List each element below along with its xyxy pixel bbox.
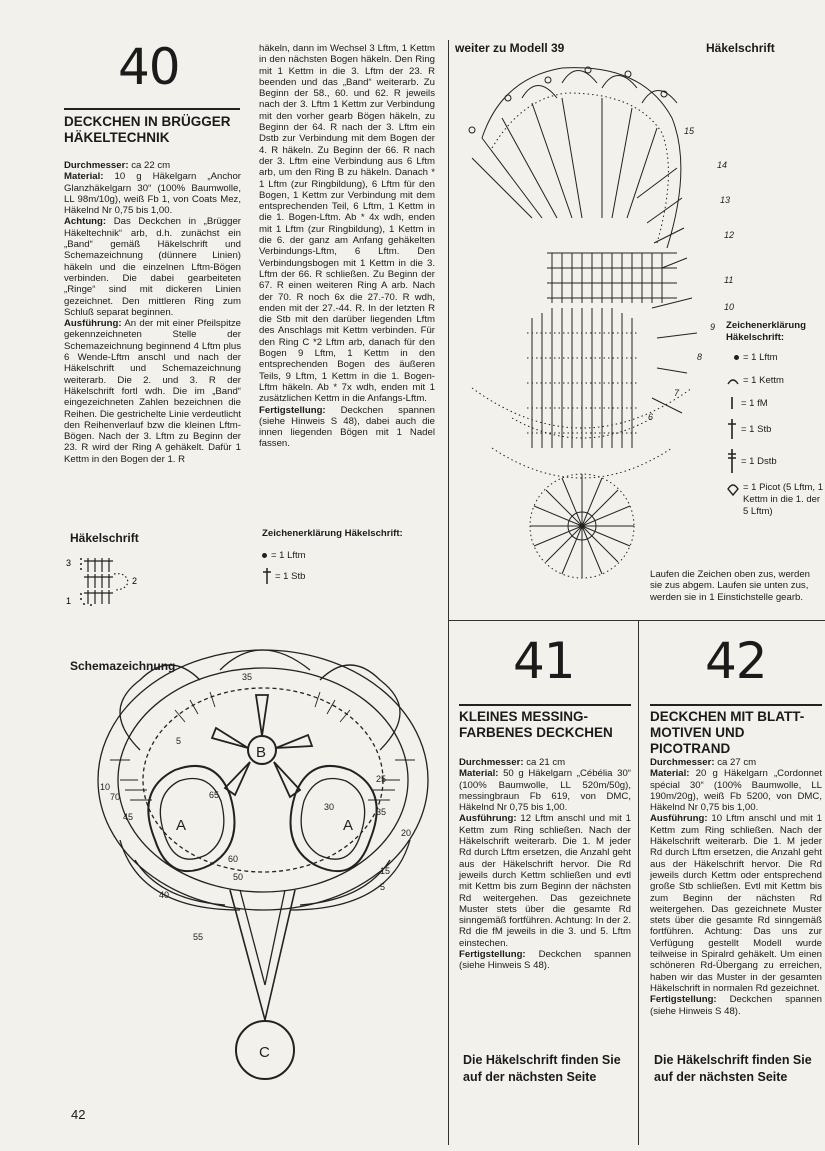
legend-text: = 1 Dstb	[741, 455, 777, 467]
row-number: 3	[66, 558, 72, 568]
label: Material:	[459, 768, 499, 780]
legend-row	[726, 448, 824, 474]
model-39-legend	[726, 320, 824, 518]
ring-label: C	[259, 1044, 270, 1061]
model-39-continuation-heading: weiter zu Modell 39	[455, 41, 565, 55]
row-number: 20	[401, 828, 412, 838]
value: 50 g Häkelgarn „Cébélia 30“ (100% Baumwolle, LL 520m/50g), messingbraun Fb 619, von DMC, Häkelnd Nr 0,75 bis 1,00.	[459, 768, 631, 814]
legend-row	[726, 352, 824, 363]
row-number: 35	[242, 672, 253, 682]
model-40-number: 40	[118, 38, 180, 96]
haekelschrift-heading: Häkelschrift	[70, 531, 139, 545]
value: 20 g Häkelgarn „Cordonnet spécial 30“ (100% Baumwolle, LL 190m/20g), weiß Fb 5200, von DMC, Häkelnd Nr 0,75 bis 1,00.	[650, 768, 822, 814]
legend-row	[726, 396, 824, 410]
value: 10 g Häkelgarn „Anchor Glanzhäkelgarn 30“ (100% Baumwolle, LL 98m/10g), weiß Fb 1, von Coats Mez, Häkelnd Nr 0,75 bis 1,00.	[64, 171, 241, 217]
chart-row-label: 14	[717, 160, 728, 170]
model-40-legend	[262, 528, 437, 585]
ring-label: A	[176, 817, 187, 834]
row-number: 70	[110, 792, 121, 802]
legend-row	[262, 567, 437, 585]
chart-row-label: 8	[697, 352, 703, 362]
row-number: 35	[376, 807, 387, 817]
row-number: 2	[132, 576, 138, 586]
label: Achtung:	[64, 216, 107, 228]
column-divider	[448, 40, 449, 1145]
row-number: 5	[176, 736, 182, 746]
slip-stitch-icon	[726, 377, 740, 385]
value: ca 21 cm	[523, 757, 566, 768]
value: 10 Lftm anschl und mit 1 Kettm zum Ring schließen. Nach der Häkelschrift weiterarb. Die 1. M jeder Rd durch Lftm ersetzen, die Anzahl geht aus der Häkelschrift hervor. Die Rd jeweils durch Kettm oder entsprechend große Stb schließen. Evtl mit Kettm bis zum Beginn der nächsten Rd weitergehen. Das gezeichnete Muster stets über die gesamte Rd sinngemäß fortführen. Achtung: Das uns zur Verfügung gestellt Modell wurde teilweise in Spiralrd gehäkelt. Um einen schöneren Rd-Übergang zu erreichen, haben wir das Muster in der gesamten Häkelschrift in normalen Rd gezeichnet.	[650, 813, 822, 994]
model-41-closing-note: Die Häkelschrift finden Sie auf der nächsten Seite	[463, 1053, 621, 1084]
row-number: 40	[159, 890, 170, 900]
legend-text: = 1 Lftm	[743, 352, 778, 363]
row-number: 25	[376, 774, 387, 784]
picot-icon	[726, 484, 740, 496]
row-number: 1	[66, 596, 72, 606]
row-number: 10	[100, 782, 111, 792]
legend-text: = 1 fM	[741, 397, 768, 409]
label: Fertigstellung:	[650, 994, 717, 1006]
model-41-title: KLEINES MESSING-FARBENES DECKCHEN	[459, 709, 613, 740]
label: Fertigstellung:	[459, 949, 526, 961]
model-40-text-col2	[259, 43, 435, 450]
value: ca 27 cm	[714, 757, 757, 768]
section-divider	[449, 620, 825, 621]
label: Durchmesser:	[64, 160, 129, 171]
row-number: 30	[324, 802, 335, 812]
row-number: 60	[228, 854, 239, 864]
model-42-rule	[650, 704, 822, 706]
model-41-number: 41	[513, 632, 575, 690]
row-number: 50	[233, 872, 244, 882]
label: Ausführung:	[459, 813, 517, 825]
label: Fertigstellung:	[259, 404, 326, 416]
value: Deckchen spannen (siehe Hinweis S 48).	[650, 994, 822, 1017]
row-number: 15	[380, 866, 391, 876]
legend-text: = 1 Stb	[275, 570, 306, 582]
row-number: 5	[380, 882, 386, 892]
chart-row-label: 7	[674, 388, 680, 398]
legend-row	[726, 375, 824, 386]
chart-row-label: 10	[724, 302, 735, 312]
value: Deckchen spannen (siehe Hinweis S 48).	[459, 949, 631, 972]
legend-text: = 1 Kettm	[743, 375, 784, 386]
label: Material:	[650, 768, 690, 780]
model-40-stitch-chart	[62, 550, 152, 615]
value: An der mit einer Pfeilspitze gekennzeichneten Stelle der Schemazeichnung beginnend 4 Lftm plus 6 Wende-Lftm anschl und nach der Häkelschrift und Schemazeichnung weiterarb. Die 2. und 3. R der Häkelschrift fortl wdh. Die im „Band“ eingezeichneten Zahlen bezeichnen die Reihen. Die gestrichelte Linie verdeutlicht den Reihenverlauf bzw die kleinen Lftm-Bögen. Nach der 3. Lftm zu Beginn der 23. R wird der Ring A gehäkelt. Dafür 1 Kettm in den Bogen der 1. R	[64, 318, 241, 465]
model-42-closing-note: Die Häkelschrift finden Sie auf der nächsten Seite	[654, 1053, 812, 1084]
model-41-text	[459, 757, 631, 972]
chart-row-label: 9	[710, 322, 716, 332]
ring-label: A	[343, 817, 354, 834]
row-number: 45	[123, 812, 134, 822]
legend-title: Zeichenerklärung Häkelschrift:	[726, 320, 806, 343]
chart-row-label: 11	[724, 275, 734, 285]
model-40-text-col1	[64, 160, 241, 465]
label: Ausführung:	[650, 813, 708, 825]
model-42-title: DECKCHEN MIT BLATT-MOTIVEN UND PICOTRAND	[650, 709, 805, 756]
chart-row-label: 12	[724, 230, 735, 240]
treble-stitch-icon	[726, 418, 738, 440]
model-42-number: 42	[705, 632, 767, 690]
double-treble-icon	[726, 448, 738, 474]
label: Ausführung:	[64, 318, 122, 330]
chain-stitch-icon	[262, 553, 267, 558]
model-40-rule	[64, 108, 240, 110]
legend-row	[726, 482, 824, 518]
value: Das Deckchen in „Brügger Häkeltechnik“ arb, d.h. zunächst ein „Band“ gemäß Häkelschrift und Schemazeichnung (dünnere Linien) häkeln und die einzelnen Lftm-Bögen verbinden. Die dabei gearbeiteten „Ringe“ sind mit dickeren Linien gezeichnet. Den mittleren Ring zum Schluß separat beginnen.	[64, 216, 241, 318]
legend-row	[726, 418, 824, 440]
value: 12 Lftm anschl und mit 1 Kettm zum Ring schließen. Nach der Häkelschrift weiterarb. Die 1. M jeder Rd durch Lftm ersetzen, die Anzahl geht aus der Häkelschrift hervor. Die Rd jeweils durch Kettm schließen und evtl mit Kettm bis zum Beginn der nächsten Rd weitergehen. Das gezeichnete Muster stets über die gesamte Rd sinngemäß fortführen. Achtung: In der 2. Rd die fM jeweils in die 3. und 5. Lftm einstechen.	[459, 813, 631, 949]
chain-stitch-icon	[734, 355, 739, 360]
chart-row-label: 13	[720, 195, 731, 205]
legend-title: Zeichenerklärung Häkelschrift:	[262, 528, 403, 539]
label: Durchmesser:	[650, 757, 715, 768]
legend-text: = 1 Lftm	[271, 550, 306, 561]
label: Durchmesser:	[459, 757, 524, 768]
ring-label: B	[256, 744, 267, 761]
continuation-text: häkeln, dann im Wechsel 3 Lftm, 1 Kettm in den nächsten Bogen häkeln. Den Ring mit 1 Kettm in die 3. Lftm der 23. R beenden und das „Band“ weiterarb. Zu Beginn der 58., 60. und 62. R jeweils nach der 3. Lftm 1 Kettm zur Verbindung mit den vorher gearb Bögen häkeln, zu Beginn der 64. R nach der 3. Lftm ein Dstb zur Verbindung mit dem Bogen der 4. R häkeln. Zu Beginn der 66. R nach der 3. Lftm eine Verbindung aus 6 Lftm arb, um den Ring B zu häkeln. Danach * 1 Lftm (zur Ringbildung), 6 Lftm für den Bogen, 1 Kettm zur Verbindung mit dem entsprechenden Teil, 6 Lftm, 1 Kettm in die 1. Bogen-Lftm. Ab * 4x wdh, enden mit 1 Lftm (zur Ringbildung), 1 Kettm in die 6. der ganz am Anfang gehäkelten Verbindungs-Lftm, 6 Lftm. Den Verbindungsbogen mit 1 Kettm in die 3. Lftm der 66. R schließen. Zu Beginn der 67. R einen weiteren Ring A arb. Nach der 70. R noch 6x die 27.-70. R wdh, enden mit der 27.-44. R. In der letzten R die Stb mit den darüber liegenden Lftm des Anschlags mit Kettm verbinden. Für den Ring C *2 Lftm arb, danach für den Bogen 9 Lftm, 1 Kettm in den entsprechenden Bogen des äußeren Teils, 9 Lftm, 1 Kettm in die 1. Bogen-Lftm häkeln. Ab * 7x wdh, enden mit 1 zusätzlichen Kettm in die Anfangs-Lftm.	[259, 43, 435, 405]
row-number: 55	[193, 932, 204, 942]
single-crochet-icon	[726, 396, 738, 410]
model-39-chart-heading: Häkelschrift	[706, 41, 775, 55]
model-39-crochet-chart	[452, 58, 735, 598]
model-42-text	[650, 757, 822, 1017]
model-41-rule	[459, 704, 631, 706]
legend-row	[262, 550, 437, 561]
row-number: 65	[209, 790, 220, 800]
chart-row-label: 6	[648, 412, 654, 422]
treble-stitch-icon	[262, 567, 272, 585]
schema-heading: Schemazeichnung	[70, 659, 176, 673]
legend-text: = 1 Stb	[741, 423, 772, 435]
column-divider-right	[638, 620, 639, 1145]
model-39-note: Laufen die Zeichen oben zus, werden sie zus abgem. Laufen sie unten zus, werden sie in 1 Einstichstelle gearb.	[650, 569, 811, 603]
value: ca 22 cm	[128, 160, 171, 171]
schema-drawing	[80, 640, 445, 1095]
chart-row-label: 15	[684, 126, 695, 136]
model-40-title: DECKCHEN IN BRÜGGER HÄKELTECHNIK	[64, 114, 231, 145]
value: Deckchen spannen (siehe Hinweis S 48), dabei auch die innen liegenden Bögen mit 1 Nadel fassen.	[259, 404, 435, 450]
page-number: 42	[71, 1107, 86, 1122]
legend-text: = 1 Picot (5 Lftm, 1 Kettm in die 1. der 5 Lftm)	[743, 482, 823, 517]
label: Material:	[64, 171, 104, 183]
